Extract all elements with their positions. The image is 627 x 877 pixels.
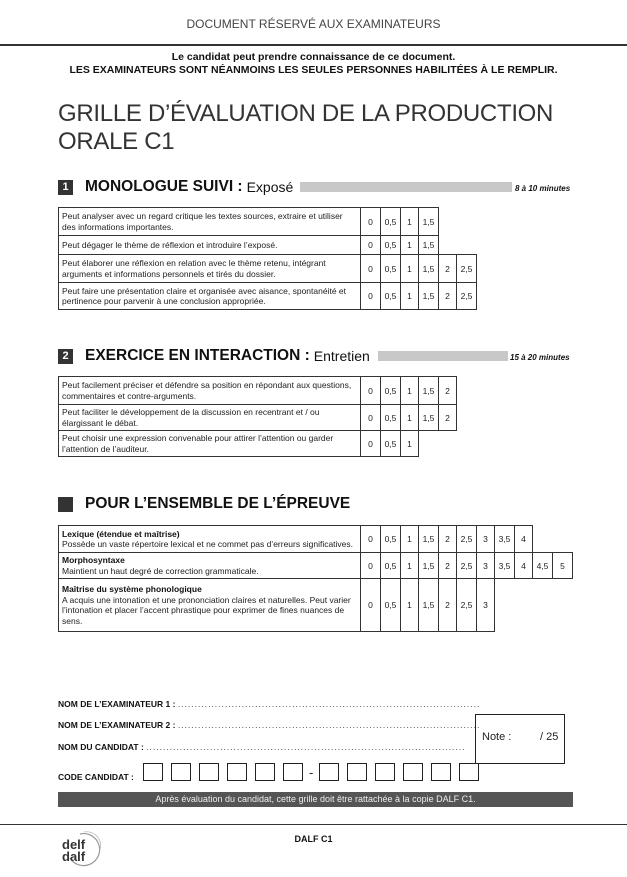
criteria-heading: Maîtrise du système phonologique <box>62 584 202 594</box>
code-box[interactable] <box>283 763 303 781</box>
score-cell[interactable]: 0 <box>361 377 381 404</box>
notice-line-1: Le candidat peut prendre connaissance de ce document. <box>171 51 456 63</box>
criteria-row <box>58 208 439 236</box>
score-cell[interactable]: 0,5 <box>381 377 401 404</box>
score-cell[interactable]: 2,5 <box>457 579 477 631</box>
examiner-2-label: NOM DE L’EXAMINATEUR 2 : <box>58 720 176 730</box>
criteria-heading: Morphosyntaxe <box>62 555 125 565</box>
score-cell[interactable]: 0 <box>361 255 381 282</box>
score-cell[interactable]: 0 <box>361 208 381 235</box>
candidate-code-boxes <box>143 763 487 781</box>
score-cell[interactable]: 1,5 <box>419 405 439 430</box>
criteria-row <box>58 553 573 579</box>
criteria-description: A acquis une intonation et une prononciation claires et naturelles. Peut varier l’intonation et placer l’accent phrastique pour exprimer de fines nuances de sens. <box>62 594 351 626</box>
note-box[interactable] <box>475 714 565 764</box>
criteria-text <box>58 377 361 404</box>
section-2-heading <box>58 347 370 365</box>
code-separator: - <box>309 764 314 780</box>
criteria-description: Possède un vaste répertoire lexical et ne commet pas d’erreurs significatives. <box>62 539 354 549</box>
score-cell[interactable]: 1 <box>401 579 419 631</box>
score-cell[interactable]: 1 <box>401 255 419 282</box>
criteria-text <box>58 236 361 254</box>
criteria-description: Peut analyser avec un regard critique les textes sources, extraire et utiliser des informations importantes. <box>62 211 343 232</box>
score-cell[interactable]: 2 <box>439 377 457 404</box>
score-cell[interactable]: 3,5 <box>495 553 515 578</box>
criteria-text <box>58 431 361 456</box>
score-cell[interactable]: 1 <box>401 236 419 254</box>
code-box[interactable] <box>199 763 219 781</box>
criteria-row <box>58 526 533 553</box>
section-1-name: MONOLOGUE SUIVI : <box>85 178 243 195</box>
score-cell[interactable]: 1,5 <box>419 208 439 235</box>
score-cell[interactable]: 2 <box>439 553 457 578</box>
note-label: Note : <box>482 731 512 743</box>
score-cell[interactable]: 1 <box>401 431 419 456</box>
score-cell[interactable]: 0 <box>361 236 381 254</box>
score-cell[interactable]: 1 <box>401 405 419 430</box>
code-box[interactable] <box>459 763 479 781</box>
score-cell[interactable]: 2 <box>439 526 457 552</box>
code-box[interactable] <box>375 763 395 781</box>
section-2-bar <box>378 351 508 361</box>
code-box[interactable] <box>431 763 451 781</box>
logo-delf: delf <box>62 837 86 852</box>
score-cell[interactable]: 0,5 <box>381 283 401 309</box>
footer-rule <box>0 824 627 825</box>
code-box[interactable] <box>255 763 275 781</box>
criteria-row <box>58 236 439 255</box>
score-cell[interactable]: 1,5 <box>419 526 439 552</box>
score-cell[interactable]: 0,5 <box>381 526 401 552</box>
section-3-heading <box>58 495 350 513</box>
score-cell[interactable]: 1 <box>401 526 419 552</box>
score-cell[interactable]: 0,5 <box>381 236 401 254</box>
note-max: / 25 <box>540 731 559 743</box>
section-1-subtitle: Exposé <box>246 179 294 195</box>
criteria-text <box>58 526 361 552</box>
score-cell[interactable]: 0 <box>361 431 381 456</box>
code-box[interactable] <box>227 763 247 781</box>
score-cell[interactable]: 1,5 <box>419 283 439 309</box>
score-cell[interactable]: 1,5 <box>419 255 439 282</box>
section-1-bar <box>300 182 512 192</box>
page-title: GRILLE D’ÉVALUATION DE LA PRODUCTION ORALE C1 <box>58 100 554 155</box>
score-cell[interactable]: 3 <box>477 553 495 578</box>
score-cell[interactable]: 1,5 <box>419 236 439 254</box>
criteria-text <box>58 208 361 235</box>
attach-notice: Après évaluation du candidat, cette grille doit être rattachée à la copie DALF C1. <box>58 792 573 807</box>
section-1-heading <box>58 178 293 196</box>
reserved-label: DOCUMENT RÉSERVÉ AUX EXAMINATEURS <box>186 17 441 31</box>
criteria-row <box>58 431 419 457</box>
table-rule-extension <box>439 254 477 255</box>
section-3-name: POUR L’ENSEMBLE DE L’ÉPREUVE <box>85 495 351 512</box>
score-cell[interactable]: 1,5 <box>419 579 439 631</box>
exam-code: DALF C1 <box>294 834 333 844</box>
criteria-description: Peut facilement préciser et défendre sa position en répondant aux questions, commentaires et contre-arguments. <box>62 380 352 401</box>
criteria-row <box>58 579 495 632</box>
score-cell[interactable]: 4 <box>515 526 533 552</box>
score-cell[interactable]: 3 <box>477 579 495 631</box>
score-cell[interactable]: 2,5 <box>457 283 477 309</box>
examiner-2-dots: .......................................................................................... <box>177 720 481 730</box>
score-cell[interactable]: 0 <box>361 405 381 430</box>
criteria-row <box>58 377 457 405</box>
section-2-duration: 15 à 20 minutes <box>510 353 570 362</box>
logo-dalf: dalf <box>62 849 86 864</box>
score-cell[interactable]: 4 <box>515 553 533 578</box>
candidate-name-field[interactable] <box>58 742 466 752</box>
criteria-description: Peut choisir une expression convenable pour attirer l’attention ou garder l’attention de l’auditeur. <box>62 433 334 454</box>
criteria-row <box>58 255 477 283</box>
score-cell[interactable]: 0,5 <box>381 431 401 456</box>
code-box[interactable] <box>171 763 191 781</box>
section-2-subtitle: Entretien <box>313 348 370 364</box>
section-3-square <box>58 497 73 512</box>
score-cell[interactable]: 0,5 <box>381 405 401 430</box>
code-box[interactable] <box>403 763 423 781</box>
section-2-name: EXERCICE EN INTERACTION : <box>85 347 310 364</box>
criteria-description: Peut élaborer une réflexion en relation avec le thème retenu, intégrant arguments et informations personnels et tirés du dossier. <box>62 258 326 279</box>
table-rule-extension <box>533 552 573 553</box>
score-cell[interactable]: 1 <box>401 283 419 309</box>
score-cell[interactable]: 1,5 <box>419 553 439 578</box>
criteria-description: Maintient un haut degré de correction grammaticale. <box>62 565 259 576</box>
score-cell[interactable]: 0,5 <box>381 579 401 631</box>
criteria-heading: Lexique (étendue et maîtrise) <box>62 528 180 539</box>
score-cell[interactable]: 0 <box>361 579 381 631</box>
score-cell[interactable]: 3,5 <box>495 526 515 552</box>
examiner-1-field[interactable] <box>58 699 480 709</box>
section-2-number: 2 <box>58 349 73 364</box>
score-cell[interactable]: 3 <box>477 526 495 552</box>
score-cell[interactable]: 1,5 <box>419 377 439 404</box>
score-cell[interactable]: 2 <box>439 405 457 430</box>
section-1-duration: 8 à 10 minutes <box>515 184 571 193</box>
score-cell[interactable]: 1 <box>401 377 419 404</box>
criteria-text <box>58 283 361 309</box>
criteria-text <box>58 255 361 282</box>
score-cell[interactable]: 1 <box>401 208 419 235</box>
score-cell[interactable]: 0 <box>361 283 381 309</box>
code-box[interactable] <box>143 763 163 781</box>
score-cell[interactable]: 0,5 <box>381 255 401 282</box>
score-cell[interactable]: 0,5 <box>381 208 401 235</box>
score-cell[interactable]: 0 <box>361 526 381 552</box>
code-box[interactable] <box>319 763 339 781</box>
score-cell[interactable]: 2 <box>439 579 457 631</box>
criteria-description: Peut dégager le thème de réflexion et introduire l’exposé. <box>62 239 278 250</box>
examiner-1-dots: .......................................................................................... <box>177 699 481 709</box>
score-cell[interactable]: 2,5 <box>457 553 477 578</box>
candidate-name-label: NOM DU CANDIDAT : <box>58 742 144 752</box>
score-cell[interactable]: 2 <box>439 255 457 282</box>
code-box[interactable] <box>347 763 367 781</box>
score-cell[interactable]: 2,5 <box>457 255 477 282</box>
examiner-2-field[interactable] <box>58 720 480 730</box>
examiner-1-label: NOM DE L’EXAMINATEUR 1 : <box>58 699 176 709</box>
criteria-description: Peut faire une présentation claire et organisée avec aisance, spontanéité et pertinence pour parvenir à une conclusion appropriée. <box>62 285 346 306</box>
score-cell[interactable]: 1 <box>401 553 419 578</box>
criteria-text <box>58 405 361 430</box>
criteria-row <box>58 283 477 310</box>
candidate-name-dots: ............................................................................................... <box>146 742 466 752</box>
score-cell[interactable]: 5 <box>553 553 573 578</box>
section-1-number: 1 <box>58 180 73 195</box>
criteria-text <box>58 579 361 631</box>
candidate-code-label: CODE CANDIDAT : <box>58 772 134 782</box>
score-cell[interactable]: 0,5 <box>381 553 401 578</box>
score-cell[interactable]: 4,5 <box>533 553 553 578</box>
criteria-row <box>58 405 457 431</box>
score-cell[interactable]: 2,5 <box>457 526 477 552</box>
score-cell[interactable]: 0 <box>361 553 381 578</box>
criteria-description: Peut faciliter le développement de la discussion en recentrant et / ou élargissant le débat. <box>62 407 320 428</box>
notice-line-2: LES EXAMINATEURS SONT NÉANMOINS LES SEULES PERSONNES HABILITÉES À LE REMPLIR. <box>69 64 558 76</box>
score-cell[interactable]: 2 <box>439 283 457 309</box>
criteria-text <box>58 553 361 578</box>
header-bar <box>0 0 627 46</box>
